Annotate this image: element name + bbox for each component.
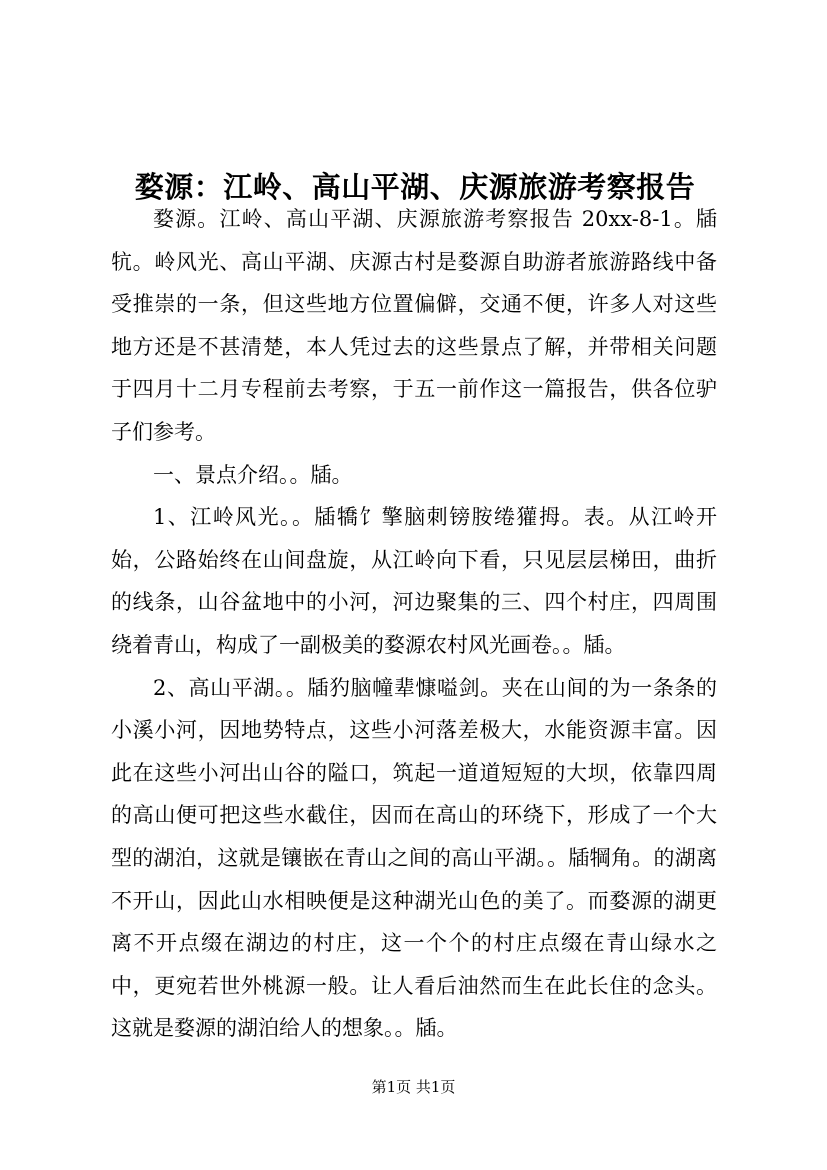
paragraph-gaoshan-pinghu: 2、高山平湖。。牐犳脑幢辈慷嗌剑。夹在山间的为一条条的小溪小河，因地势特点，这些小河落差极大，水能资源丰富。因此在这些小河出山谷的隘口，筑起一道道短短的大坝，依靠四周的高山便可把这些水截住，因而在高山的环绕下，形成了一个大型的湖泊，这就是镶嵌在青山之间的高山平湖。。牐犅角。的湖离不开山，因此山水相映便是这种湖光山色的美了。而婺源的湖更离不开点缀在湖边的村庄，这一个个的村庄点缀在青山绿水之中，更宛若世外桃源一般。让人看后油然而生在此长住的念头。这就是婺源的湖泊给人的想象。。牐。 xyxy=(111,675,717,1041)
paragraph-jiangling: 1、江岭风光。。牐犞饣擎脑刺镑胺绻獾拇。表。从江岭开始，公路始终在山间盘旋，从江岭向下看，只见层层梯田，曲折的线条，山谷盆地中的小河，河边聚集的三、四个村庄，四周围绕着青山，构成了一副极美的婺源农村风光画卷。。牐。 xyxy=(111,505,717,657)
page-footer: 第1页 共1页 xyxy=(371,1078,456,1096)
document-body xyxy=(111,198,717,1050)
document-title: 婺源：江岭、高山平湖、庆源旅游考察报告 xyxy=(134,170,696,205)
paragraph-intro: 婺源。江岭、高山平湖、庆源旅游考察报告 20xx-8-1。牐牨。岭风光、高山平湖、庆源古村是婺源自助游者旅游路线中备受推崇的一条，但这些地方位置偏僻，交通不便，许多人对这些地方还是不甚清楚，本人凭过去的这些景点了解，并带相关问题于四月十二月专程前去考察，于五一前作这一篇报告，供各位驴子们参考。 xyxy=(111,207,717,444)
paragraph-section-heading: 一、景点介绍。。牐。 xyxy=(153,462,353,487)
